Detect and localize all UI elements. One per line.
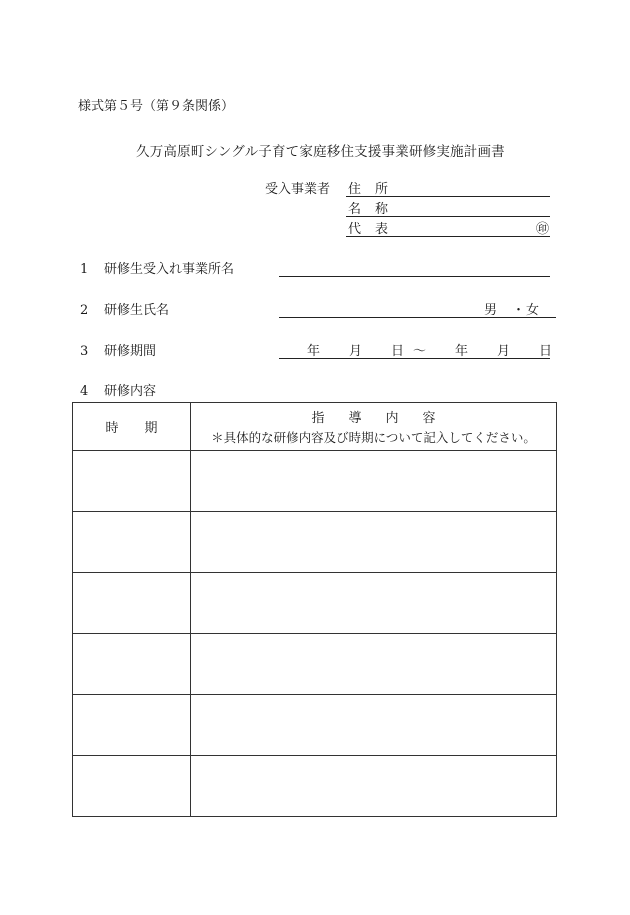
trainee-name-line[interactable]	[279, 317, 556, 318]
table-row	[73, 756, 557, 817]
guidance-cell[interactable]	[191, 573, 557, 634]
guidance-cell[interactable]	[191, 634, 557, 695]
period-column-header: 時 期	[73, 403, 191, 451]
guidance-cell[interactable]	[191, 695, 557, 756]
gender-male[interactable]: 男	[484, 303, 498, 318]
item-1-label: 研修生受入れ事業所名	[104, 262, 235, 277]
item-3-label: 研修期間	[104, 344, 157, 359]
address-label: 住 所	[348, 182, 388, 197]
period-cell[interactable]	[73, 573, 191, 634]
guidance-column-header: 指 導 内 容 ＊具体的な研修内容及び時期について記入してください。	[191, 403, 557, 451]
period-line[interactable]	[279, 358, 550, 359]
item-4-number: 4	[80, 384, 89, 399]
seal-icon: ㊞	[536, 222, 550, 237]
guidance-cell[interactable]	[191, 512, 557, 573]
period-cell[interactable]	[73, 512, 191, 573]
guidance-cell[interactable]	[191, 756, 557, 817]
period-cell[interactable]	[73, 756, 191, 817]
start-year: 年	[307, 344, 321, 359]
item-2-number: 2	[80, 303, 89, 318]
item-1-number: 1	[80, 262, 89, 277]
address-line[interactable]	[346, 196, 550, 197]
period-cell[interactable]	[73, 451, 191, 512]
period-cell[interactable]	[73, 634, 191, 695]
item-3-number: 3	[80, 344, 89, 359]
facility-name-line[interactable]	[279, 276, 550, 277]
form-title: 久万高原町シングル子育て家庭移住支援事業研修実施計画書	[136, 144, 505, 160]
item-2-label: 研修生氏名	[104, 303, 170, 318]
period-tilde: 〜	[413, 344, 427, 359]
name-label: 名 称	[348, 202, 388, 217]
form-number: 様式第５号（第９条関係）	[78, 99, 235, 114]
table-row	[73, 695, 557, 756]
gender-female[interactable]: 女	[526, 303, 540, 318]
start-day: 日	[391, 344, 405, 359]
table-row	[73, 451, 557, 512]
guidance-cell[interactable]	[191, 451, 557, 512]
table-header-row	[73, 403, 557, 451]
end-month: 月	[497, 344, 511, 359]
period-cell[interactable]	[73, 695, 191, 756]
table-row	[73, 512, 557, 573]
rep-label: 代 表	[348, 222, 388, 237]
start-month: 月	[349, 344, 363, 359]
end-year: 年	[455, 344, 469, 359]
table-row	[73, 634, 557, 695]
training-content-table	[72, 402, 557, 817]
end-day: 日	[539, 344, 553, 359]
item-4-label: 研修内容	[104, 384, 157, 399]
name-line[interactable]	[346, 216, 550, 217]
instruction-note: ＊具体的な研修内容及び時期について記入してください。	[211, 430, 536, 445]
gender-separator: ・	[512, 303, 526, 318]
rep-line[interactable]	[346, 236, 550, 237]
host-label: 受入事業者	[265, 182, 331, 197]
table-row	[73, 573, 557, 634]
